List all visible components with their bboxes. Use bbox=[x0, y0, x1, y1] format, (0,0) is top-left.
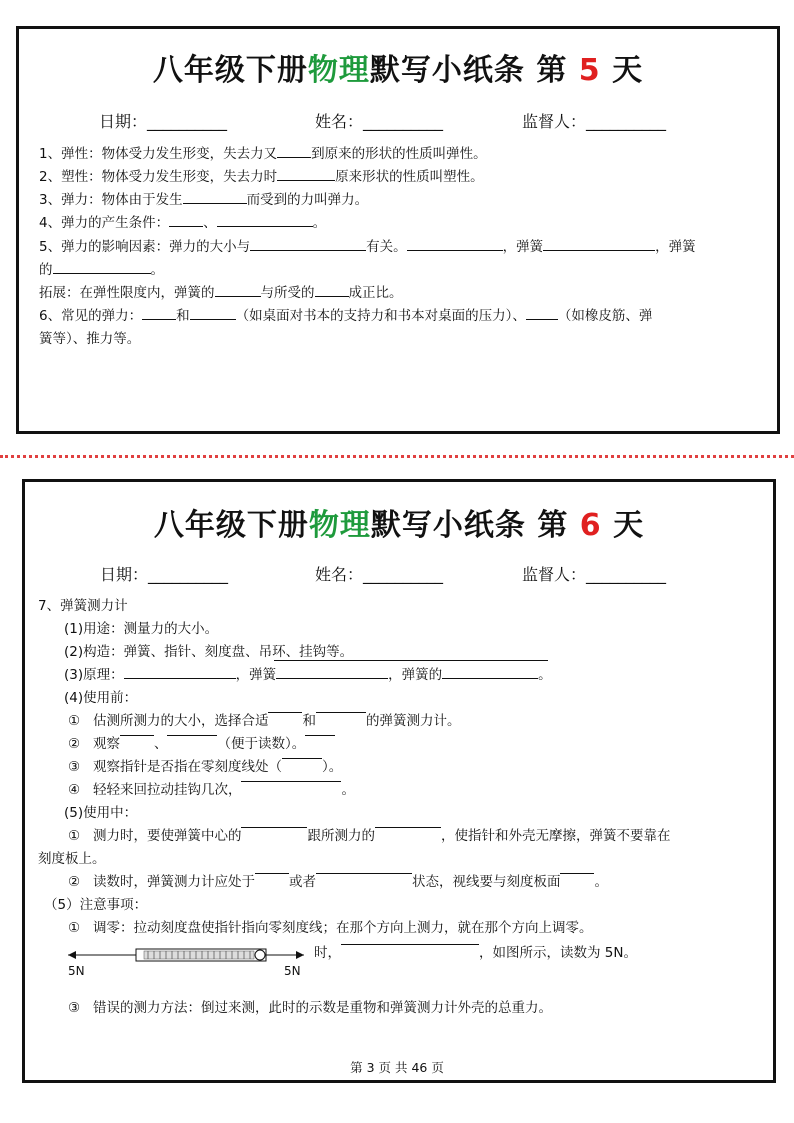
title-text: 默写小纸条 第 bbox=[370, 508, 580, 543]
during-use-2: ② 读数时，弹簧测力计应处于 或者 状态，视线要与刻度板面 。 bbox=[68, 874, 608, 890]
item-6: 6、常见的弹力： 和 （如桌面对书本的支持力和书本对桌面的压力）、 （如橡皮筋、弹 bbox=[39, 308, 653, 324]
date-field[interactable]: 日期：__________ bbox=[100, 565, 229, 584]
title-subject: 物理 bbox=[307, 53, 370, 88]
name-field[interactable]: 姓名：__________ bbox=[315, 565, 444, 584]
before-use-1: ① 估测所测力的大小，选择合适 和 的弹簧测力计。 bbox=[68, 713, 461, 729]
during-use-1-cont: 刻度板上。 bbox=[38, 851, 106, 867]
during-use-1: ① 测力时，要使弹簧中心的 跟所测力的 ，使指针和外壳无摩擦，弹簧不要靠在 bbox=[68, 828, 671, 844]
force-right-label: 5N bbox=[284, 964, 301, 978]
before-use-4: ④ 轻轻来回拉动挂钩几次， 。 bbox=[68, 782, 355, 798]
card-day-5 bbox=[16, 26, 780, 434]
section-7-heading: 7、弹簧测力计 bbox=[38, 598, 128, 614]
note-3: ③ 错误的测力方法：倒过来测，此时的示数是重物和弹簧测力计外壳的总重力。 bbox=[68, 1000, 552, 1016]
spring-coil bbox=[144, 951, 254, 959]
note-2: 时， ，如图所示，读数为 5N。 bbox=[314, 945, 637, 961]
title-day-number: 5 bbox=[578, 53, 601, 88]
cut-line bbox=[0, 455, 794, 458]
title-text: 默写小纸条 第 bbox=[369, 53, 579, 88]
right-arrow-icon bbox=[296, 951, 304, 959]
item-6-cont: 簧等）、推力等。 bbox=[39, 331, 141, 347]
during-use-heading: (5)使用中： bbox=[64, 805, 138, 821]
blank-line bbox=[274, 660, 548, 661]
title-text: 天 bbox=[600, 53, 644, 88]
before-use-2: ② 观察 、 （便于读数）。 bbox=[68, 735, 335, 753]
title-subject: 物理 bbox=[308, 508, 371, 543]
item-2: 2、塑性：物体受力发生形变，失去力时 原来形状的性质叫塑性。 bbox=[39, 169, 484, 185]
supervisor-field[interactable]: 监督人：__________ bbox=[522, 112, 667, 131]
item-extension: 拓展：在弹性限度内，弹簧的 与所受的 成正比。 bbox=[39, 285, 403, 301]
before-use-3: ③ 观察指针是否指在零刻度线处（ ）。 bbox=[68, 759, 343, 775]
item-5-cont: 的 。 bbox=[39, 262, 164, 278]
date-field[interactable]: 日期：__________ bbox=[99, 112, 228, 131]
card-title bbox=[25, 500, 773, 544]
name-field[interactable]: 姓名：__________ bbox=[315, 112, 444, 131]
note-1: ① 调零：拉动刻度盘使指针指向零刻度线；在那个方向上测力，就在那个方向上调零。 bbox=[68, 920, 593, 936]
spring-scale-diagram bbox=[66, 941, 306, 969]
notes-heading: （5）注意事项： bbox=[44, 897, 148, 913]
item-4: 4、弹力的产生条件： 、 。 bbox=[39, 215, 327, 231]
before-use-heading: (4)使用前： bbox=[64, 690, 138, 706]
title-text: 天 bbox=[601, 508, 645, 543]
use-line: (1)用途：测量力的大小。 bbox=[64, 621, 219, 637]
structure-line: (2)构造：弹簧、指针、刻度盘、吊环、挂钩等。 bbox=[64, 644, 354, 660]
item-1: 1、弹性：物体受力发生形变，失去力又 到原来的形状的性质叫弹性。 bbox=[39, 146, 487, 162]
page-footer: 第 3 页 共 46 页 bbox=[350, 1060, 444, 1075]
card-title bbox=[19, 45, 777, 89]
hook-ring bbox=[255, 950, 265, 960]
principle-line: (3)原理： ，弹簧 ，弹簧的 。 bbox=[64, 667, 552, 683]
item-3: 3、弹力：物体由于发生 而受到的力叫弹力。 bbox=[39, 192, 369, 208]
title-text: 八年级下册 bbox=[153, 508, 309, 543]
force-left-label: 5N bbox=[68, 964, 85, 978]
left-arrow-icon bbox=[68, 951, 76, 959]
title-day-number: 6 bbox=[579, 508, 602, 543]
item-5: 5、弹力的影响因素：弹力的大小与 有关。 ，弹簧 ，弹簧 bbox=[39, 239, 696, 255]
supervisor-field[interactable]: 监督人：__________ bbox=[522, 565, 667, 584]
title-text: 八年级下册 bbox=[152, 53, 308, 88]
